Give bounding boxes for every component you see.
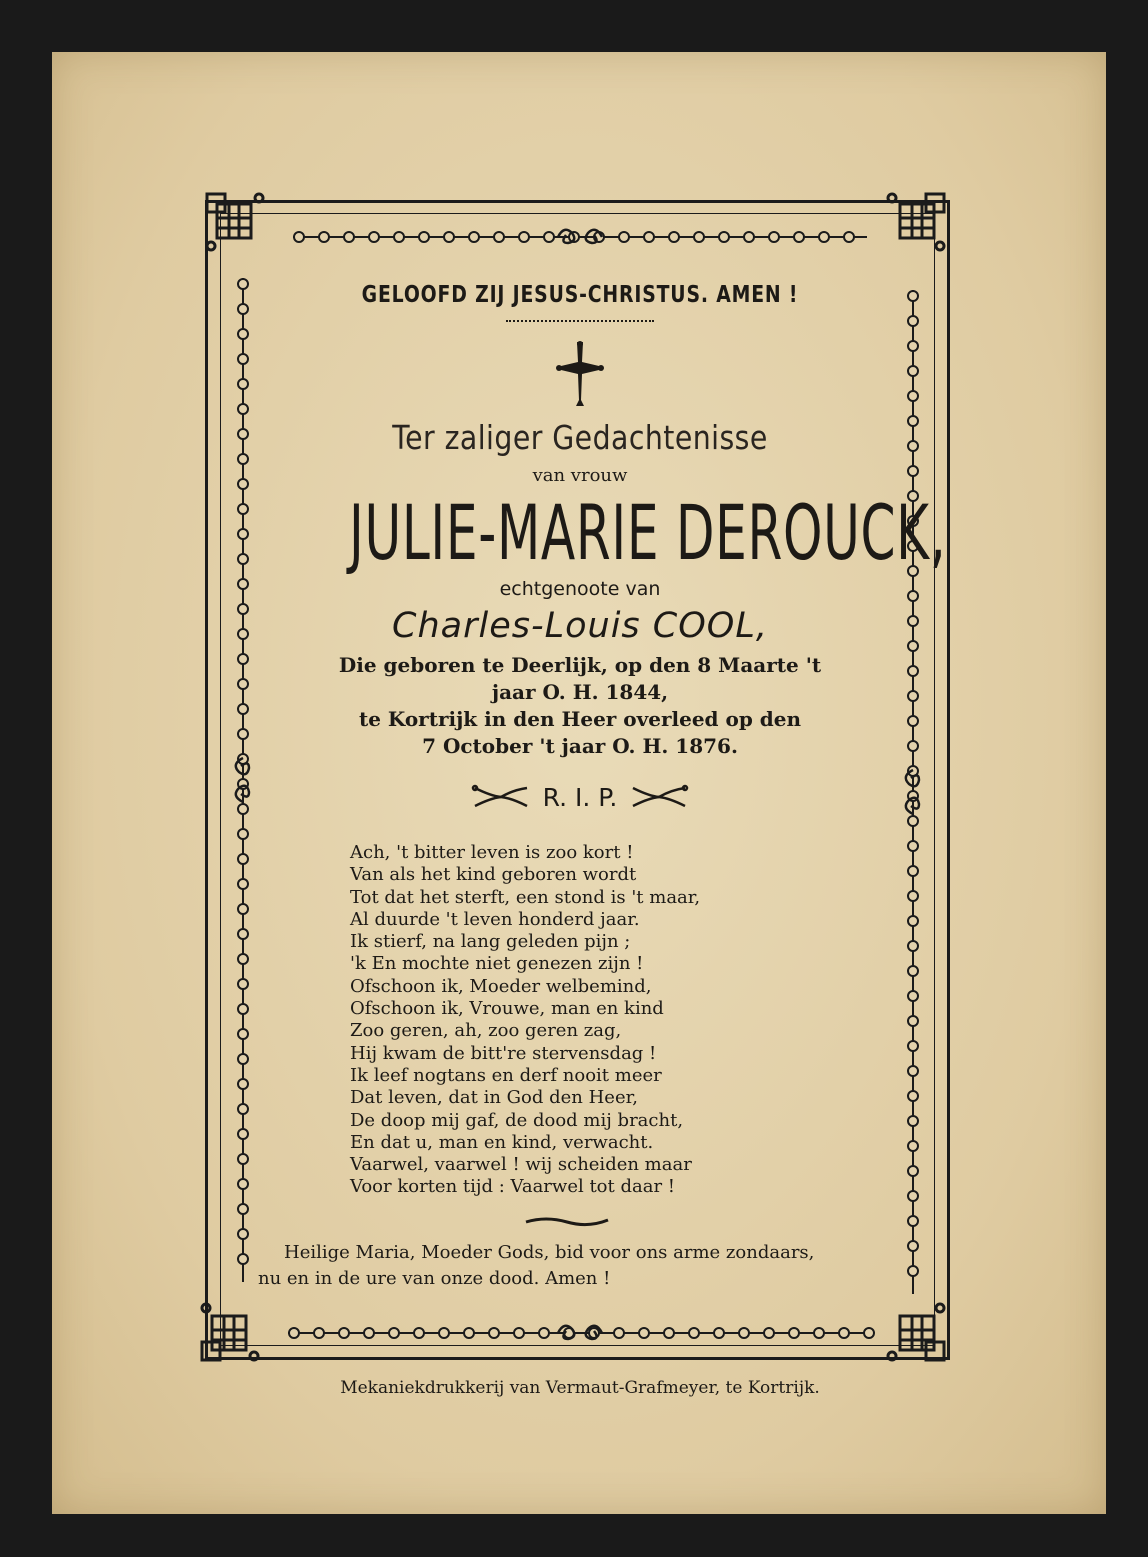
poem — [350, 842, 790, 1199]
dates-line: jaar O. H. 1844, — [491, 680, 669, 704]
dates-line: Die geboren te Deerlijk, op den 8 Maarte 't — [338, 653, 822, 677]
poem-line: Tot dat het sterft, een stond is 't maar, — [350, 886, 701, 908]
rip-text: R. I. P. — [542, 782, 618, 812]
prayer-line: Heilige Maria, Moeder Gods, bid voor ons arme zondaars, — [284, 1242, 815, 1263]
poem-line: Ik stierf, na lang geleden pijn ; — [350, 931, 631, 953]
poem-line: Ofschoon ik, Moeder welbemind, — [350, 975, 652, 997]
bottom-chain-ornament — [280, 1318, 880, 1348]
poem-line: Zoo geren, ah, zoo geren zag, — [350, 1020, 622, 1042]
corner-knot-icon — [198, 1302, 260, 1364]
heading-top: GELOOFD ZIJ JESUS-CHRISTUS. AMEN ! — [361, 282, 799, 308]
swash-divider — [522, 1214, 612, 1228]
top-chain-ornament — [285, 222, 875, 252]
dates-line: 7 October 't jaar O. H. 1876. — [422, 734, 738, 758]
prayer — [258, 1240, 898, 1292]
dotted-rule — [506, 320, 654, 322]
van-vrouw: van vrouw — [532, 465, 628, 486]
poem-line: Al duurde 't leven honderd jaar. — [350, 908, 640, 930]
spouse-of-label: echtgenoote van — [499, 578, 661, 600]
poem-line: Hij kwam de bitt're stervensdag ! — [350, 1042, 657, 1064]
corner-knot-icon — [886, 1302, 948, 1364]
scroll-ornament-icon — [629, 782, 689, 812]
poem-line: Dat leven, dat in God den Heer, — [350, 1087, 638, 1109]
scroll-ornament-icon — [471, 782, 531, 812]
corner-knot-icon — [203, 190, 265, 252]
dates-line: te Kortrijk in den Heer overleed op den — [358, 707, 802, 731]
poem-line: Voor korten tijd : Vaarwel tot daar ! — [350, 1176, 676, 1198]
rip-line — [230, 782, 930, 812]
poem-line: Vaarwel, vaarwel ! wij scheiden maar — [350, 1154, 692, 1176]
memorial-heading: Ter zaliger Gedachtenisse — [392, 418, 768, 457]
poem-line: Van als het kind geboren wordt — [350, 864, 637, 886]
corner-knot-icon — [886, 190, 948, 252]
poem-line: Ach, 't bitter leven is zoo kort ! — [350, 842, 634, 863]
poem-line: Ofschoon ik, Vrouwe, man en kind — [350, 998, 664, 1020]
poem-line: En dat u, man en kind, verwacht. — [350, 1131, 654, 1153]
deceased-name: JULIE-MARIE DEROUCK, — [349, 488, 947, 577]
life-dates — [230, 652, 930, 760]
prayer-line: nu en in de ure van onze dood. Amen ! — [258, 1268, 611, 1289]
poem-line: 'k En mochte niet genezen zijn ! — [350, 953, 644, 975]
poem-line: Ik leef nogtans en derf nooit meer — [350, 1064, 662, 1086]
printer-credit: Mekaniekdrukkerij van Vermaut-Grafmeyer, te Kortrijk. — [340, 1378, 820, 1398]
cross-icon — [555, 340, 605, 410]
spouse-name: Charles-Louis COOL, — [392, 606, 768, 646]
memorial-text — [230, 270, 947, 812]
poem-line: De doop mij gaf, de dood mij bracht, — [350, 1109, 684, 1131]
